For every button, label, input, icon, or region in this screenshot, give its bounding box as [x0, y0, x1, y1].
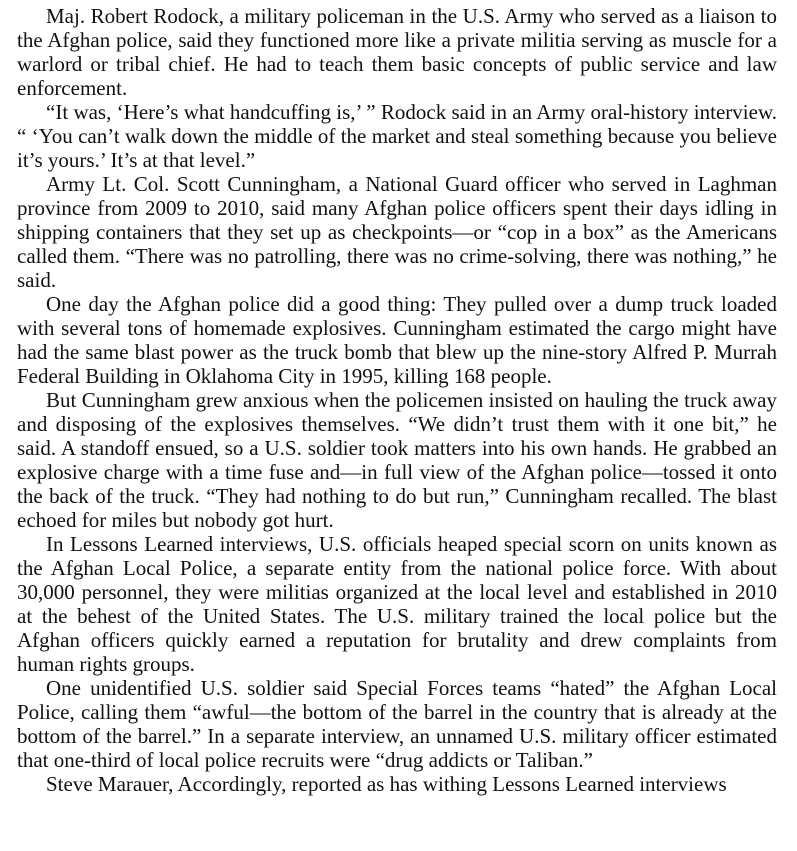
paragraph-local-police: In Lessons Learned interviews, U.S. officials heaped special scorn on units known as the Afghan Local Police, a separate entity from the national police force. With about 30,000 personnel, they were militias organized at the local level and established in 2010 at the behest of the United States. The U.S. military trained the local police but the Afghan officers quickly earned a reputation for brutality and drew complaints from human rights groups.	[17, 532, 777, 676]
paragraph-cut-off: Steve Marauer, Accordingly, reported as has withing Lessons Learned interviews	[46, 772, 727, 796]
paragraph-cunningham-intro: Army Lt. Col. Scott Cunningham, a National Guard officer who served in Laghman province from 2009 to 2010, said many Afghan police officers spent their days idling in shipping containers that they set up as checkpoints—or “cop in a box” as the Americans called them. “There was no patrolling, there was no crime-solving, there was nothing,” he said.	[17, 172, 777, 292]
paragraph-special-forces: One unidentified U.S. soldier said Special Forces teams “hated” the Afghan Local Police, calling them “awful—the bottom of the barrel in the country that is already at the bottom of the barrel.” In a separate interview, an unnamed U.S. military officer estimated that one-third of local police recruits were “drug addicts or Taliban.”	[17, 676, 777, 772]
article-body	[17, 4, 777, 796]
paragraph-standoff: But Cunningham grew anxious when the policemen insisted on hauling the truck away and disposing of the explosives themselves. “We didn’t trust them with it one bit,” he said. A standoff ensued, so a U.S. soldier took matters into his own hands. He grabbed an explosive charge with a time fuse and—in full view of the Afghan police—tossed it onto the back of the truck. “They had nothing to do but run,” Cunningham recalled. The blast echoed for miles but nobody got hurt.	[17, 388, 777, 532]
paragraph-rodock-quote: “It was, ‘Here’s what handcuffing is,’ ” Rodock said in an Army oral-history interview. “ ‘You can’t walk down the middle of the market and steal something because you believe it’s yours.’ It’s at that level.”	[17, 100, 777, 172]
paragraph-rodock-intro: Maj. Robert Rodock, a military policeman in the U.S. Army who served as a liaison to the Afghan police, said they functioned more like a private militia serving as muscle for a warlord or tribal chief. He had to teach them basic concepts of public service and law enforcement.	[17, 4, 777, 100]
paragraph-dump-truck: One day the Afghan police did a good thing: They pulled over a dump truck loaded with several tons of homemade explosives. Cunningham estimated the cargo might have had the same blast power as the truck bomb that blew up the nine-story Alfred P. Murrah Federal Building in Oklahoma City in 1995, killing 168 people.	[17, 292, 777, 388]
